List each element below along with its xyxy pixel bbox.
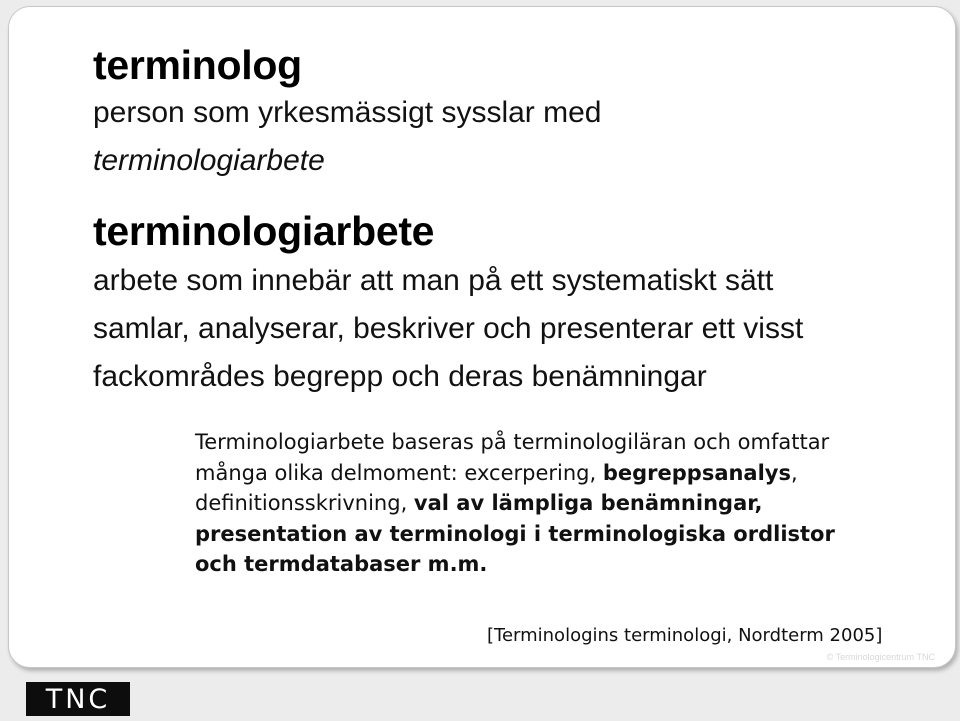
definition-terminolog — [93, 89, 913, 185]
logo-text: TNC — [45, 683, 111, 715]
note-bold-2: val av lämpliga benämningar, presentation av terminologi i terminologiska ordlistor och termdatabaser m.m. — [195, 491, 835, 576]
copyright-notice: © Terminologicentrum TNC — [826, 652, 935, 662]
term-terminolog: terminolog — [93, 42, 302, 88]
source-citation: [Terminologins terminologi, Nordterm 2005] — [487, 625, 883, 646]
tnc-logo — [26, 682, 130, 716]
definition-terminologiarbete: arbete som innebär att man på ett systematiskt sätt samlar, analyserar, beskriver och presenterar ett visst fackområdes begrepp och deras benämningar — [93, 264, 804, 393]
note-text-2: , definitionsskrivning, — [195, 460, 798, 515]
definition-italic-term: terminologiarbete — [93, 144, 325, 177]
slide — [8, 6, 956, 668]
explanatory-note — [195, 427, 835, 580]
definition-text: person som yrkesmässigt sysslar med — [93, 96, 602, 129]
note-bold-1: begreppsanalys — [602, 460, 791, 485]
note-text-1: Terminologiarbete baseras på terminologiläran och omfattar många olika delmoment: excerpering, — [195, 430, 830, 485]
term-terminologiarbete: terminologiarbete — [93, 208, 435, 254]
